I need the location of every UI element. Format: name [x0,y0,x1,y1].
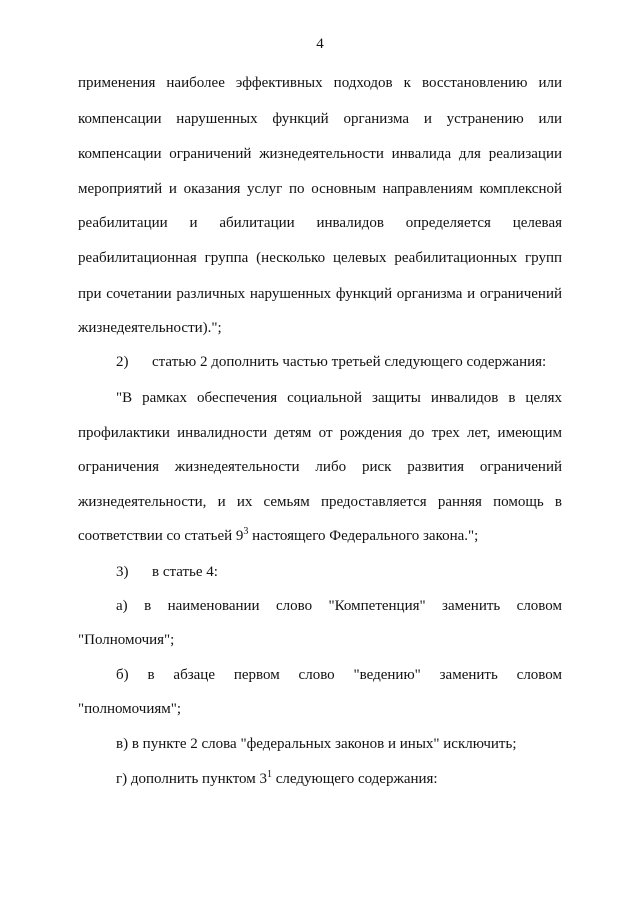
quote-line: жизнедеятельности, и их семьям предоставляется ранняя помощь в [78,494,562,510]
superscript: 3 [243,526,249,537]
subitem-line: "полномочиям"; [78,701,182,717]
subitem-line: "Полномочия"; [78,632,175,648]
page-number: 4 [316,36,324,52]
paragraph-line: компенсации нарушенных функций организма и устранению или [78,111,562,127]
quote-line: ограничения жизнедеятельности либо риск развития ограничений [78,459,562,475]
paragraph-line: при сочетании различных нарушенных функций организма и ограничений [78,286,562,302]
quote-line: профилактики инвалидности детям от рождения до трех лет, имеющим [78,425,562,441]
quote-line: "В рамках обеспечения социальной защиты инвалидов в целях [116,390,562,406]
paragraph-line: реабилитационная группа (несколько целевых реабилитационных групп [78,250,562,266]
item-number: 3) [116,564,129,580]
paragraph-line: применения наиболее эффективных подходов к восстановлению или [78,75,562,91]
quote-text: настоящего Федерального закона."; [248,528,479,544]
item-text: в статье 4: [152,564,218,580]
item-text: статью 2 дополнить частью третьей следующего содержания: [152,354,547,370]
item-number: 2) [116,354,129,370]
paragraph-line: компенсации ограничений жизнедеятельности инвалида для реализации [78,146,562,162]
subitem-line [116,770,562,788]
subitem-line: б) в абзаце первом слово "ведению" заменить словом [116,667,562,683]
subitem-line: а) в наименовании слово "Компетенция" заменить словом [116,598,562,614]
subitem-text: г) дополнить пунктом 3 [116,771,268,787]
paragraph-line: реабилитации и абилитации инвалидов определяется целевая [78,215,562,231]
quote-line [78,527,562,545]
subitem-text: следующего содержания: [272,771,438,787]
quote-text: соответствии со статьей 9 [78,528,244,544]
superscript: 1 [267,769,273,780]
paragraph-line: мероприятий и оказания услуг по основным направлениям комплексной [78,181,562,197]
paragraph-line: жизнедеятельности)."; [78,320,222,336]
subitem-line: в) в пункте 2 слова "федеральных законов и иных" исключить; [116,736,517,752]
